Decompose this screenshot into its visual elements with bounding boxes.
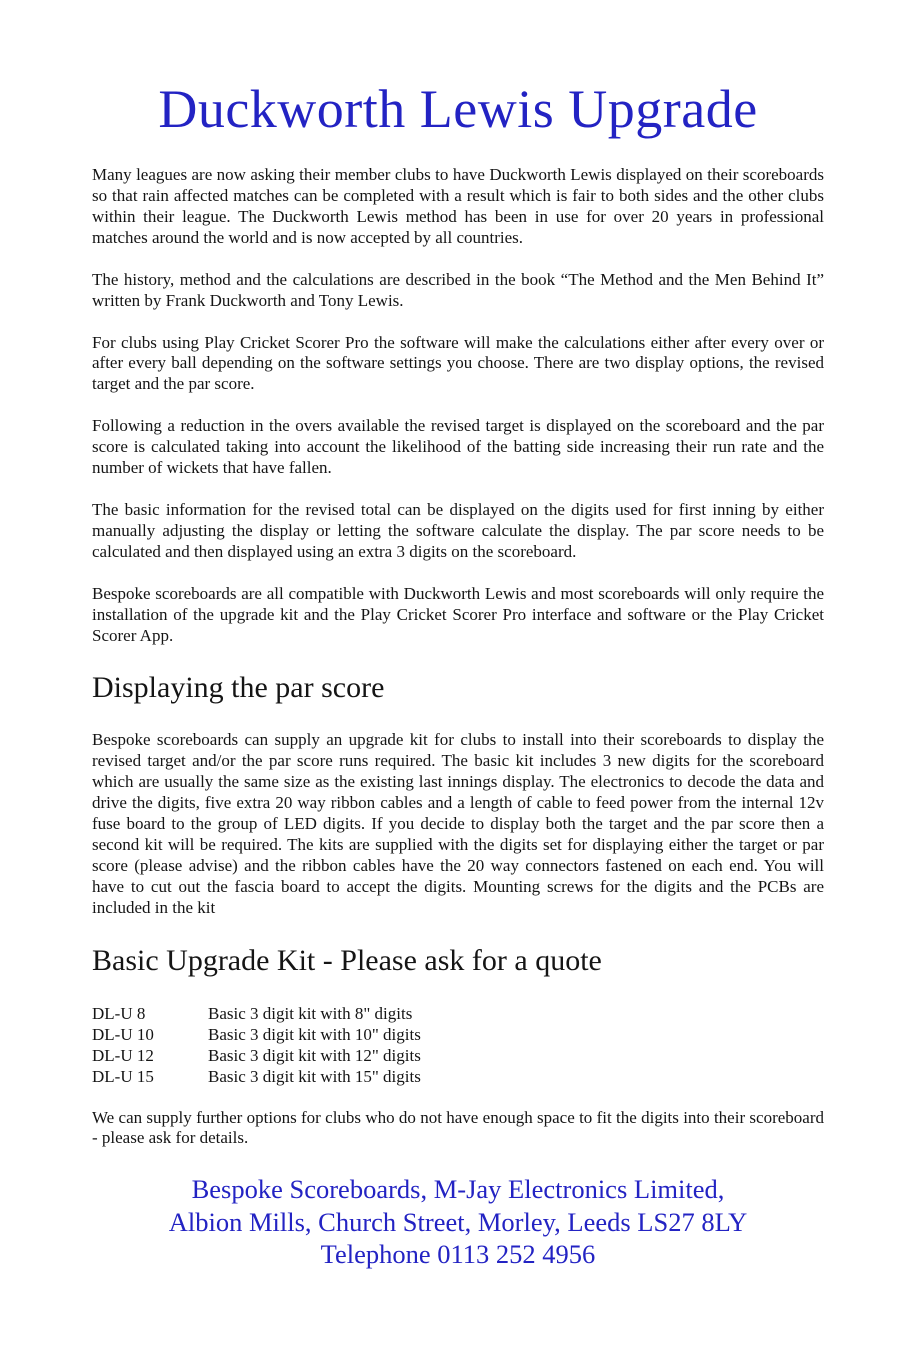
section-heading-par-score: Displaying the par score	[92, 671, 385, 705]
intro-paragraph-1: Many leagues are now asking their member clubs to have Duckworth Lewis displayed on their scoreboards so that rain affected matches can be completed with a result which is fair to both sides and the other clubs within their league. The Duckworth Lewis method has been in use for over 20 years in professional matches around the world and is now accepted by all countries.	[92, 165, 824, 247]
footer-address	[92, 1173, 824, 1271]
footer-street-line: Albion Mills, Church Street, Morley, Leeds LS27 8LY	[168, 1206, 748, 1237]
compatibility-paragraph: Bespoke scoreboards are all compatible with Duckworth Lewis and most scoreboards will only require the installation of the upgrade kit and the Play Cricket Scorer Pro interface and software or the Play Cricket Scorer App.	[92, 583, 824, 645]
upgrade-kit-details-paragraph: Bespoke scoreboards can supply an upgrade kit for clubs to install into their scoreboards to display the revised target and/or the par score runs required. The basic kit includes 3 new digits for the scoreboard which are usually the same size as the existing last innings display. The electronics to decode the data and drive the digits, five extra 20 way ribbon cables and a length of cable to feed power from the internal 12v fuse board to the group of LED digits. If you decide to display both the target and the par score then a second kit will be required. The kits are supplied with the digits set for displaying either the target or par score (please advise) and the ribbon cables have the 20 way connectors fastened on each end. You will have to cut out the fascia board to accept the digits. Mounting screws for the digits and the PCBs are included in the kit	[92, 730, 824, 917]
document-title: Duckworth Lewis Upgrade	[158, 79, 758, 139]
kit-description: Basic 3 digit kit with 12" digits	[208, 1045, 421, 1065]
further-options-paragraph: We can supply further options for clubs who do not have enough space to fit the digits into their scoreboard - please ask for details.	[92, 1107, 824, 1148]
history-paragraph: The history, method and the calculations are described in the book “The Method and the Men Behind It” written by Frank Duckworth and Tony Lewis.	[92, 269, 824, 310]
kit-code: DL-U 12	[92, 1045, 154, 1065]
basic-information-paragraph: The basic information for the revised total can be displayed on the digits used for first inning by either manually adjusting the display or letting the software calculate the display. The par score needs to be calculated and then displayed using an extra 3 digits on the scoreboard.	[92, 499, 824, 561]
kit-code: DL-U 10	[92, 1024, 154, 1044]
kit-row	[92, 1045, 824, 1066]
revised-target-paragraph: Following a reduction in the overs available the revised target is displayed on the scoreboard and the par score is calculated taking into account the likelihood of the batting side increasing their run rate and the number of wickets that have fallen.	[92, 416, 824, 478]
kit-code: DL-U 15	[92, 1066, 154, 1086]
kit-row	[92, 1066, 824, 1087]
footer-company-line: Bespoke Scoreboards, M-Jay Electronics Limited,	[191, 1174, 725, 1205]
footer-telephone-line: Telephone 0113 252 4956	[320, 1239, 596, 1270]
kit-code: DL-U 8	[92, 1003, 146, 1023]
section-heading-basic-upgrade-kit: Basic Upgrade Kit - Please ask for a quote	[92, 943, 602, 977]
kit-description: Basic 3 digit kit with 8" digits	[208, 1003, 413, 1023]
kit-list	[92, 1003, 824, 1087]
software-paragraph: For clubs using Play Cricket Scorer Pro the software will make the calculations either after every over or after every ball depending on the software settings you choose. There are two display options, the revised target and the par score.	[92, 332, 824, 394]
kit-description: Basic 3 digit kit with 10" digits	[208, 1024, 421, 1044]
kit-row	[92, 1024, 824, 1045]
kit-description: Basic 3 digit kit with 15" digits	[208, 1066, 421, 1086]
kit-row	[92, 1003, 824, 1024]
